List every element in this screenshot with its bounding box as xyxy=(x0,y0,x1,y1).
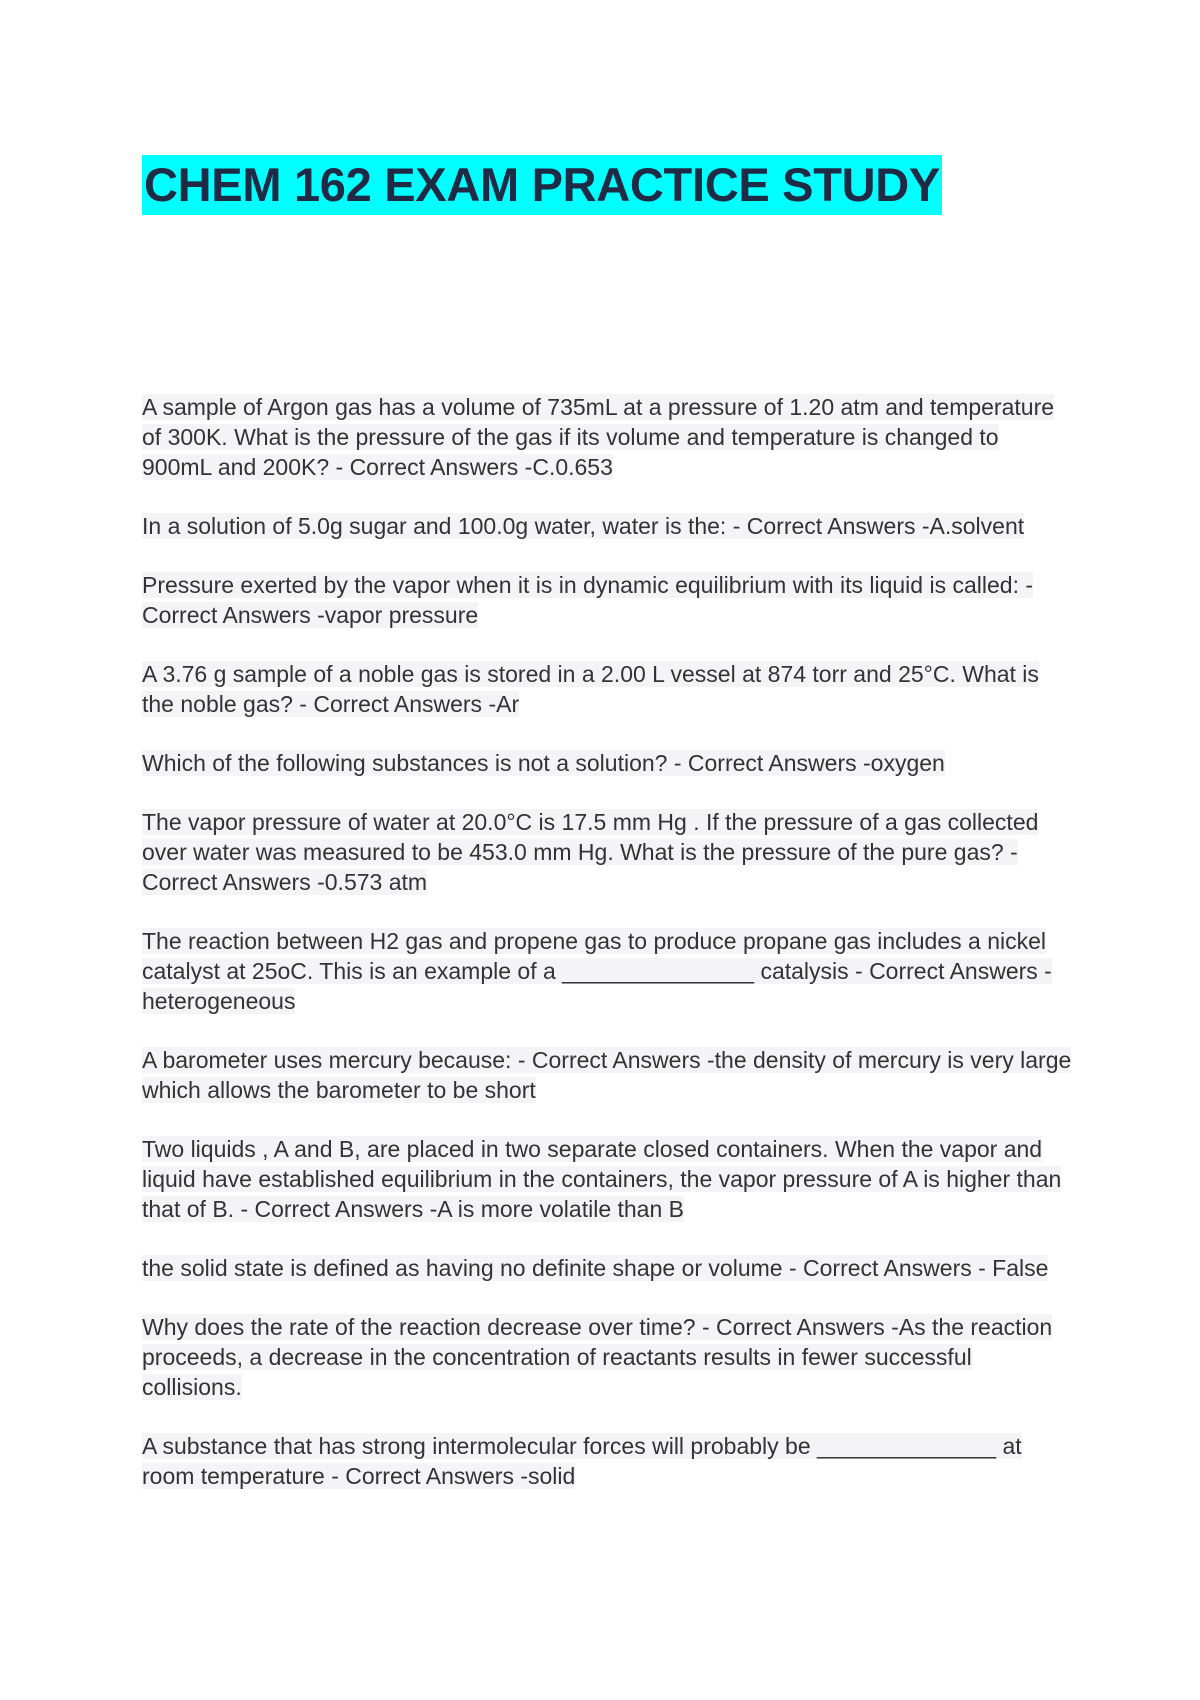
qa-item xyxy=(142,807,1072,897)
qa-text: Which of the following substances is not a solution? - Correct Answers -oxygen xyxy=(142,750,945,776)
qa-list xyxy=(142,392,1072,1520)
qa-text: Why does the rate of the reaction decrease over time? - Correct Answers -As the reaction proceeds, a decrease in the concentration of reactants results in fewer successful collisions. xyxy=(142,1314,1053,1400)
qa-text: Two liquids , A and B, are placed in two separate closed containers. When the vapor and liquid have established equilibrium in the containers, the vapor pressure of A is higher than that of B. - Correct Answers -A is more volatile than B xyxy=(142,1136,1062,1222)
qa-text: In a solution of 5.0g sugar and 100.0g water, water is the: - Correct Answers -A.solvent xyxy=(142,513,1025,539)
qa-item xyxy=(142,392,1072,482)
page-title: CHEM 162 EXAM PRACTICE STUDY xyxy=(142,155,942,215)
qa-item xyxy=(142,1431,1072,1491)
qa-text: The reaction between H2 gas and propene gas to produce propane gas includes a nickel catalyst at 25oC. This is an example of a _______________ catalysis - Correct Answers -heterogeneous xyxy=(142,928,1052,1014)
qa-item xyxy=(142,1253,1072,1283)
qa-item xyxy=(142,926,1072,1016)
qa-text: Pressure exerted by the vapor when it is in dynamic equilibrium with its liquid is called: - Correct Answers -vapor pressure xyxy=(142,572,1034,628)
qa-text: A substance that has strong intermolecular forces will probably be ______________ at room temperature - Correct Answers -solid xyxy=(142,1433,1022,1489)
qa-item xyxy=(142,748,1072,778)
qa-text: The vapor pressure of water at 20.0°C is 17.5 mm Hg . If the pressure of a gas collected over water was measured to be 453.0 mm Hg. What is the pressure of the pure gas? - Correct Answers -0.573 atm xyxy=(142,809,1039,895)
qa-text: A 3.76 g sample of a noble gas is stored in a 2.00 L vessel at 874 torr and 25°C. What is the noble gas? - Correct Answers -Ar xyxy=(142,661,1039,717)
qa-text: the solid state is defined as having no definite shape or volume - Correct Answers - False xyxy=(142,1255,1049,1281)
qa-item xyxy=(142,1312,1072,1402)
qa-item xyxy=(142,511,1072,541)
qa-item xyxy=(142,1134,1072,1224)
qa-item xyxy=(142,659,1072,719)
qa-item xyxy=(142,1045,1072,1105)
qa-text: A sample of Argon gas has a volume of 735mL at a pressure of 1.20 atm and temperature of 300K. What is the pressure of the gas if its volume and temperature is changed to 900mL and 200K? - Correct Answers -C.0.653 xyxy=(142,394,1055,480)
qa-text: A barometer uses mercury because: - Correct Answers -the density of mercury is very large which allows the barometer to be short xyxy=(142,1047,1072,1103)
qa-item xyxy=(142,570,1072,630)
